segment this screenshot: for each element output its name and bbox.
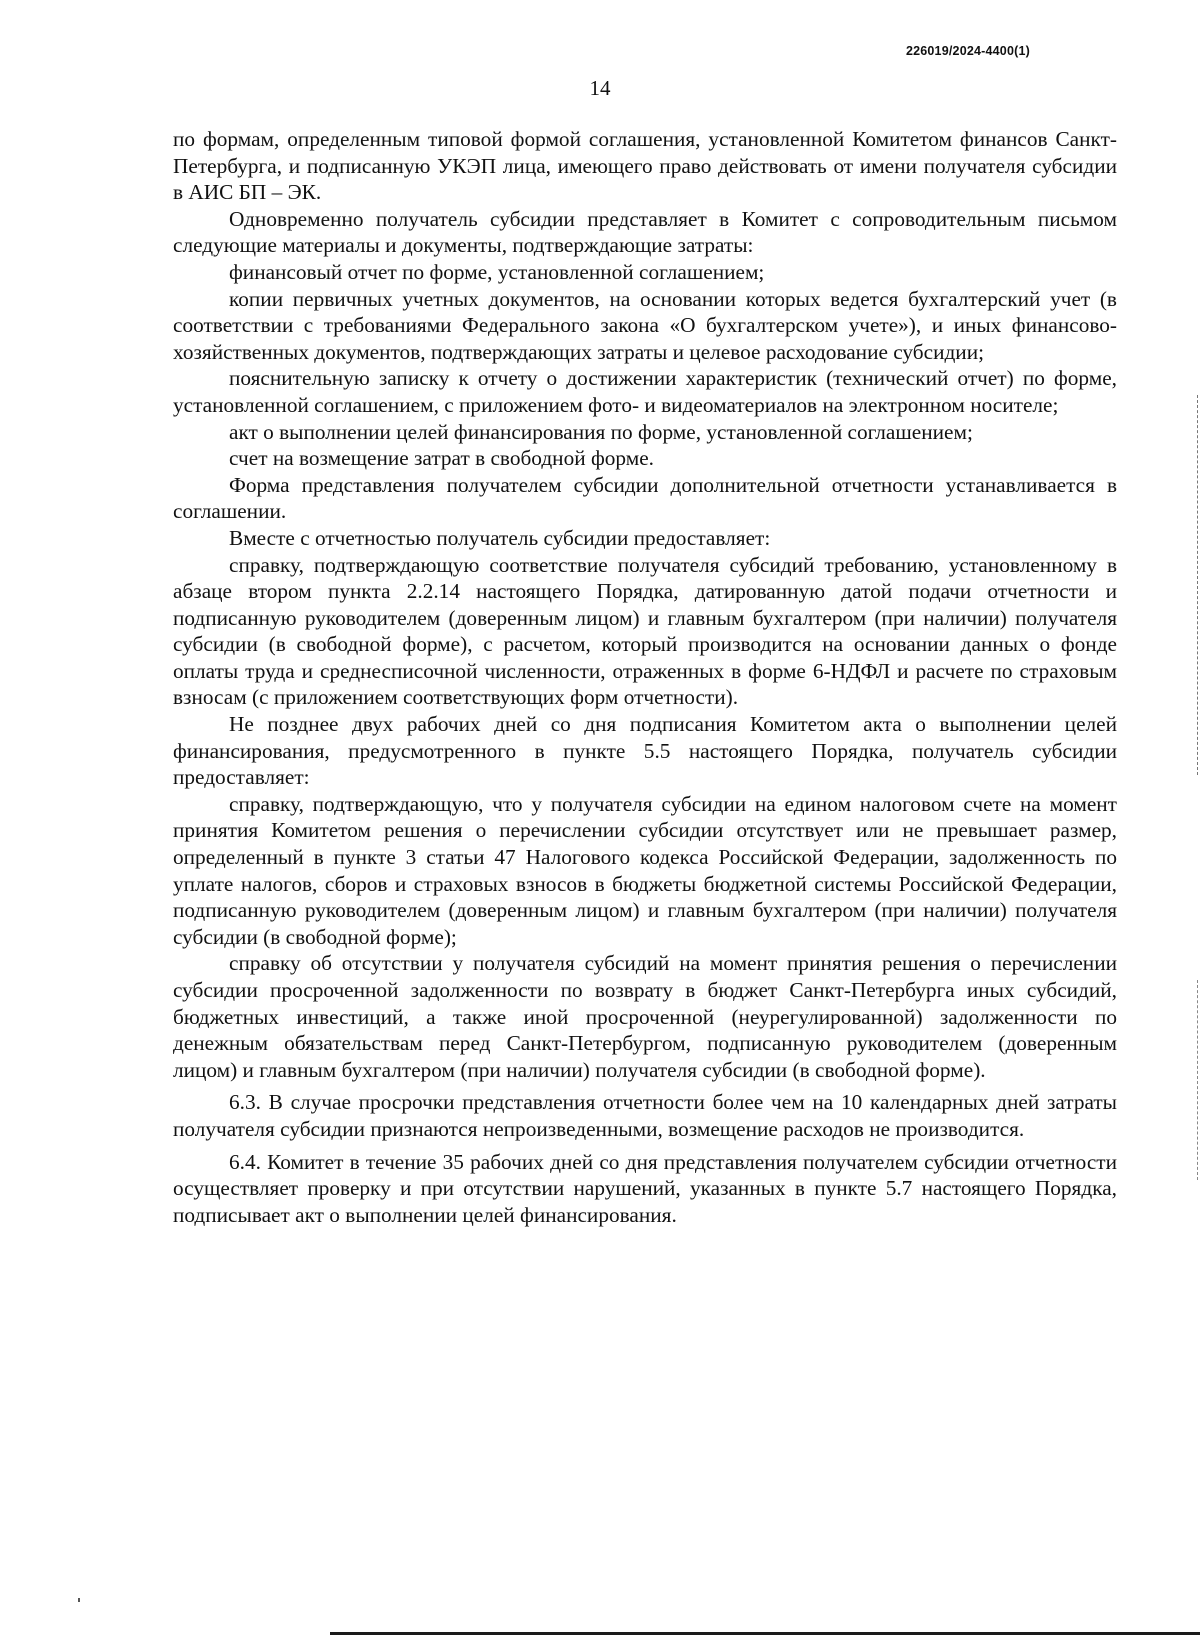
paragraph: 6.4. Комитет в течение 35 рабочих дней со дня представления получателем субсидии отчетности осуществляет проверку и при отсутствии нарушений, указанных в пункте 5.7 настоящего Порядка, подписывает акт о выполнении целей финансирования. <box>173 1149 1117 1227</box>
scan-edge-mark <box>1196 980 1198 1180</box>
paragraph: финансовый отчет по форме, установленной соглашением; <box>229 259 765 284</box>
paragraph: Одновременно получатель субсидии представляет в Комитет с сопроводительным письмом следующие материалы и документы, подтверждающие затраты: <box>173 206 1117 258</box>
scan-speck <box>78 1598 80 1602</box>
paragraph: 6.3. В случае просрочки представления отчетности более чем на 10 календарных дней затраты получателя субсидии признаются непроизведенными, возмещение расходов не производится. <box>173 1090 1117 1141</box>
paragraph: счет на возмещение затрат в свободной форме. <box>229 446 654 471</box>
paragraph: акт о выполнении целей финансирования по форме, установленной соглашением; <box>229 419 973 444</box>
document-number: 226019/2024-4400(1) <box>905 44 1030 58</box>
paragraph: справку, подтверждающую соответствие получателя субсидий требованию, установленному в абзаце втором пункта 2.2.14 настоящего Порядка, датированную датой подачи отчетности и подписанную руководителем (доверенным лицом) и главным бухгалтером (при наличии) получателя субсидии (в свободной форме), с расчетом, который производится на основании данных о фонде оплаты труда и среднесписочной численности, отраженных в форме 6-НДФЛ и расчете по страховым взносам (с приложением соответствующих форм отчетности). <box>173 552 1117 710</box>
scan-edge-mark <box>1196 395 1198 775</box>
paragraph: пояснительную записку к отчету о достижении характеристик (технический отчет) по форме, установленной соглашением, с приложением фото- и видеоматериалов на электронном носителе; <box>173 366 1117 417</box>
paragraph: справку об отсутствии у получателя субсидий на момент принятия решения о перечислении субсидии просроченной задолженности по возврату в бюджет Санкт-Петербурга иных субсидий, бюджетных инвестиций, а также иной просроченной (неурегулированной) задолженности по денежным обязательствам перед Санкт-Петербургом, подписанную руководителем (доверенным лицом) и главным бухгалтером (при наличии) получателя субсидии (в свободной форме). <box>173 951 1117 1082</box>
paragraph: Форма представления получателем субсидии дополнительной отчетности устанавливается в соглашении. <box>173 472 1117 524</box>
paragraph: Вместе с отчетностью получатель субсидии предоставляет: <box>229 525 771 550</box>
paragraph: по формам, определенным типовой формой соглашения, установленной Комитетом финансов Санкт-Петербурга, и подписанную УКЭП лица, имеющего право действовать от имени получателя субсидии в АИС БП – ЭК. <box>173 127 1117 205</box>
page-number: 14 <box>589 76 611 100</box>
paragraph: копии первичных учетных документов, на основании которых ведется бухгалтерский учет (в соответствии с требованиями Федерального закона «О бухгалтерском учете»), и иных финансово-хозяйственных документов, подтверждающих затраты и целевое расходование субсидии; <box>173 286 1117 364</box>
document-body <box>173 126 1117 1228</box>
scan-bottom-edge <box>330 1632 1200 1635</box>
paragraph: Не позднее двух рабочих дней со дня подписания Комитетом акта о выполнении целей финансирования, предусмотренного в пункте 5.5 настоящего Порядка, получатель субсидии предоставляет: <box>173 712 1117 790</box>
paragraph: справку, подтверждающую, что у получателя субсидии на едином налоговом счете на момент принятия Комитетом решения о перечислении субсидии отсутствует или не превышает размер, определенный в пункте 3 статьи 47 Налогового кодекса Российской Федерации, задолженность по уплате налогов, сборов и страховых взносов в бюджеты бюджетной системы Российской Федерации, подписанную руководителем (доверенным лицом) и главным бухгалтером (при наличии) получателя субсидии (в свободной форме); <box>173 791 1117 949</box>
